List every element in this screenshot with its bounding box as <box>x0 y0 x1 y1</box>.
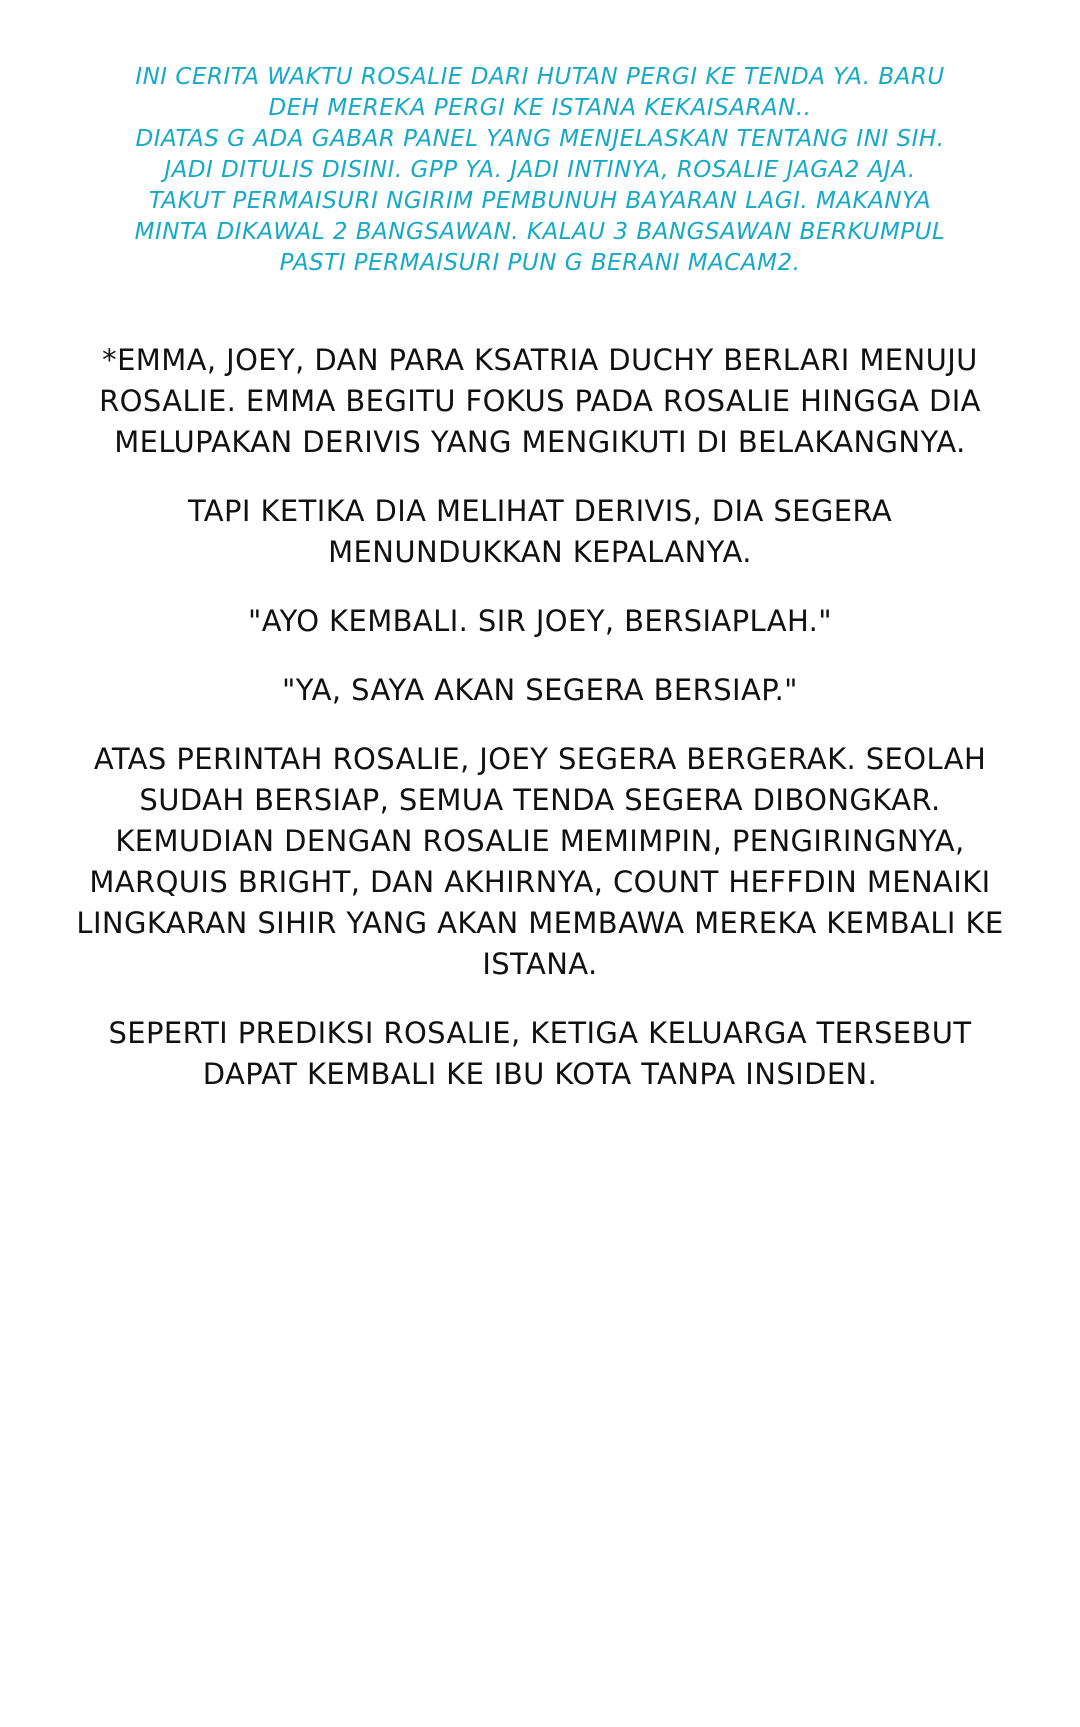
story-line: ISTANA. <box>482 947 598 981</box>
translator-note-line: JADI DITULIS DISINI. GPP YA. JADI INTINYA, ROSALIE JAGA2 AJA. <box>164 157 916 183</box>
story-paragraph <box>40 739 1040 985</box>
story-line: MENUNDUKKAN KEPALANYA. <box>328 535 752 569</box>
translator-note-line: DIATAS G ADA GABAR PANEL YANG MENJELASKAN TENTANG INI SIH. <box>135 126 945 152</box>
story-text <box>40 340 1040 1123</box>
story-line: MARQUIS BRIGHT, DAN AKHIRNYA, COUNT HEFFDIN MENAIKI <box>89 865 991 899</box>
dialogue-line <box>40 601 1040 642</box>
story-line: *EMMA, JOEY, DAN PARA KSATRIA DUCHY BERLARI MENUJU <box>102 343 978 377</box>
translator-note <box>60 62 1020 279</box>
story-line: "AYO KEMBALI. SIR JOEY, BERSIAPLAH." <box>247 604 833 638</box>
translator-note-line: PASTI PERMAISURI PUN G BERANI MACAM2. <box>279 250 801 276</box>
story-line: MELUPAKAN DERIVIS YANG MENGIKUTI DI BELAKANGNYA. <box>114 425 966 459</box>
translator-note-line: DEH MEREKA PERGI KE ISTANA KEKAISARAN.. <box>268 95 812 121</box>
dialogue-line <box>40 670 1040 711</box>
story-paragraph <box>40 491 1040 573</box>
story-line: LINGKARAN SIHIR YANG AKAN MEMBAWA MEREKA KEMBALI KE <box>76 906 1004 940</box>
story-line: DAPAT KEMBALI KE IBU KOTA TANPA INSIDEN. <box>202 1057 878 1091</box>
story-line: SEPERTI PREDIKSI ROSALIE, KETIGA KELUARGA TERSEBUT <box>108 1016 972 1050</box>
story-line: "YA, SAYA AKAN SEGERA BERSIAP." <box>282 673 798 707</box>
story-paragraph <box>40 1013 1040 1095</box>
translator-note-line: TAKUT PERMAISURI NGIRIM PEMBUNUH BAYARAN LAGI. MAKANYA <box>148 188 932 214</box>
story-line: ATAS PERINTAH ROSALIE, JOEY SEGERA BERGERAK. SEOLAH <box>93 742 987 776</box>
story-line: KEMUDIAN DENGAN ROSALIE MEMIMPIN, PENGIRINGNYA, <box>115 824 965 858</box>
story-line: SUDAH BERSIAP, SEMUA TENDA SEGERA DIBONGKAR. <box>139 783 941 817</box>
story-paragraph <box>40 340 1040 463</box>
translator-note-line: MINTA DIKAWAL 2 BANGSAWAN. KALAU 3 BANGSAWAN BERKUMPUL <box>134 219 946 245</box>
story-line: ROSALIE. EMMA BEGITU FOKUS PADA ROSALIE HINGGA DIA <box>99 384 981 418</box>
translator-note-line: INI CERITA WAKTU ROSALIE DARI HUTAN PERGI KE TENDA YA. BARU <box>135 64 945 90</box>
story-line: TAPI KETIKA DIA MELIHAT DERIVIS, DIA SEGERA <box>187 494 893 528</box>
